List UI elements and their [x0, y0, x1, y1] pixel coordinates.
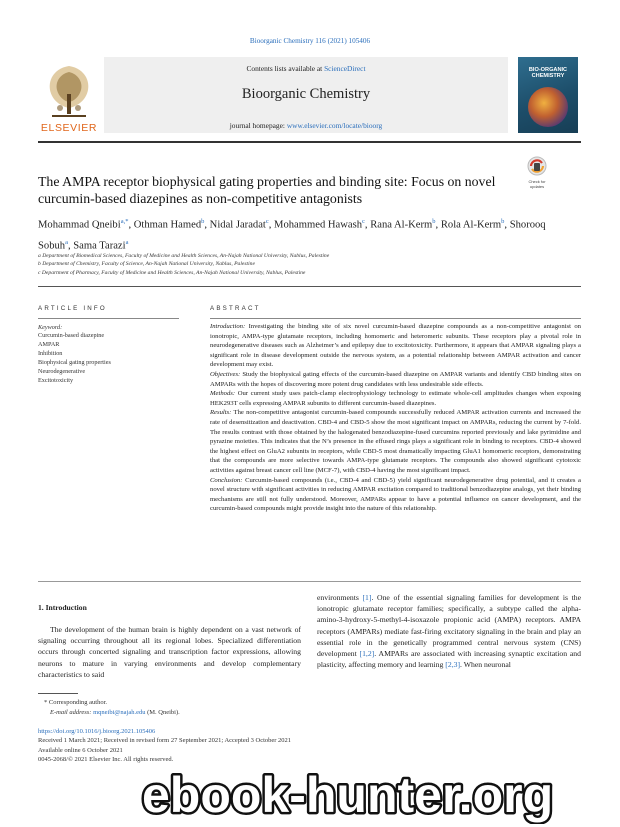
- abstract-section-label: Conclusion:: [210, 476, 243, 484]
- keyword-list: [38, 332, 179, 385]
- sciencedirect-link[interactable]: ScienceDirect: [324, 64, 366, 73]
- title-divider: [38, 286, 581, 287]
- article-title: The AMPA receptor biophysical gating properties and binding site: Focus on novel curcumin-based diazepines as non-competitive antagonists: [38, 174, 496, 206]
- body-text: . AMPARs are associated with increasing synaptic excitation and plasticity, affecting memory and learning: [317, 649, 581, 670]
- keyword-item[interactable]: AMPAR: [38, 340, 60, 348]
- abstract-conclusion: [210, 476, 581, 514]
- author-name: Nidal Jaradat: [209, 219, 266, 231]
- author-affiliation-marker[interactable]: a: [125, 238, 129, 246]
- author-affiliation-marker[interactable]: a: [65, 238, 68, 246]
- homepage-line: [104, 121, 508, 130]
- contents-prefix: Contents lists available at: [246, 64, 325, 73]
- article-info-heading: ARTICLE INFO: [38, 305, 107, 312]
- check-updates-line1: Check for: [528, 179, 546, 184]
- homepage-link[interactable]: www.elsevier.com/locate/bioorg: [286, 121, 383, 130]
- affiliation-c: c Department of Pharmacy, Faculty of Medicine and Health Sciences, An-Najah National University, Nablus, Palestine: [38, 269, 306, 276]
- abstract-section-label: Objectives:: [210, 370, 241, 378]
- cover-title-line2: CHEMISTRY: [531, 73, 565, 79]
- check-updates-line2: updates: [529, 183, 545, 189]
- citation-link[interactable]: [1]: [362, 593, 372, 602]
- footnote-rule: [38, 693, 78, 694]
- abstract-heading: ABSTRACT: [210, 305, 261, 312]
- body-text: . One of the essential signaling families for development is the ionotropic glutamate receptor families; specifically, a subtype called the alpha-amino-3-hydroxy-5-methyl-4-isoxazole propionic acid (AMPA) receptors. AMPA receptors (AMPARs) mediate fast-firing excitatory signaling in the brain and play an essential role in the genetically programmed central nervous system (CNS) development: [317, 593, 581, 659]
- citation-link[interactable]: [1,2]: [359, 649, 375, 659]
- abstract-section-text: Our current study uses patch-clamp electrophysiology technology to estimate whole-cell amplitudes changes when exposing HEK293T cells expressing AMPAR subunits to different curcumin-based diazepines.: [210, 390, 581, 407]
- abstract-section-label: Results:: [210, 409, 232, 417]
- cover-title-line1: BIO-ORGANIC: [528, 67, 568, 73]
- check-for-updates-label[interactable]: [516, 180, 558, 189]
- abstract-section-text: Curcumin-based compounds (i.e., CBD-4 and CBD-5) yield significant neurodegenerative drug potential, and it creates a novel structure with significant activities in reducing AMPAR excitation compared to traditional benzodiazepine analogs, yet their binding mechanisms are still not fully understood. Moreover, AMPARs appear to have a potential influence on cancer development, and the curcumin-based compounds might provide insight into the nature of this relationship.: [210, 476, 581, 513]
- citation-link[interactable]: [2,3]: [445, 660, 461, 670]
- abstract-section-text: The non-competitive antagonist curcumin-based compounds successfully reduced AMPAR activation currents and increased the rate of desensitization and deactivation. CBD-4 and CBD-5 show the most significant impact on AMPARs, reducing the current by 7-fold. The results contrast with those obtained by the halogenated benzodiazepine-fused curcumins reported previously and lake pyrimidine and pyrazine moieties. This indicates that the N’s presence in the effused rings plays a significant role in binding to receptors. CBD-4 showed the highest effect on GluA2 subunits in receptors, while CBD-5 most dramatically impacting GluA1 homomeric receptors, demonstrating that the compounds are more selective towards AMPA-type glutamate receptors. The compounds also showed significant cytotoxic activities against breast cancer cell line (MCF-7), with CBD-4 having the most significant impact.: [210, 409, 581, 474]
- author-name: Mohammad Qneibi: [38, 219, 121, 231]
- article-info-rule: [38, 318, 179, 319]
- author-name: Othman Hamed: [133, 219, 202, 231]
- keyword-item[interactable]: Biophysical gating properties: [38, 358, 111, 366]
- author-name: Mohammed Hawash: [274, 219, 363, 231]
- abstract-introduction: [210, 322, 581, 370]
- header-divider: [38, 141, 581, 143]
- author-affiliation-marker[interactable]: b: [432, 218, 436, 225]
- author-affiliation-marker[interactable]: c: [362, 218, 365, 225]
- email-link[interactable]: mqneibi@najah.edu: [93, 709, 146, 716]
- keyword-item[interactable]: Excitotoxicity: [38, 376, 74, 384]
- keyword-item[interactable]: Neurodegenerative: [38, 367, 86, 375]
- abstract-section-text: Study the biophysical gating effects of the curcumin-based diazepine on AMPAR variants and identify CBD binding sites on AMPARs with the hopes of discovering more potent drug candidates with less undesirable side effects.: [210, 370, 581, 388]
- abstract-divider: [38, 581, 581, 582]
- section-heading-introduction: 1. Introduction: [38, 603, 87, 612]
- author-list: Mohammad Qneibi$^{a,*}$, Othman Hamed$^b$, Nidal Jaradat$^c$, Mohammed Hawash$^c$, Rana Al-Kerm$^b$, Rola Al-Kerm$^b$, Shorooq Sobuh$^a$, Sama Tarazi$^a$: [38, 218, 546, 252]
- copyright-notice: 0045-2068/© 2021 Elsevier Inc. All rights reserved.: [38, 756, 174, 763]
- email-note: [50, 709, 180, 716]
- affiliation-list: [38, 252, 578, 277]
- author-affiliation-marker[interactable]: a,*: [120, 218, 129, 225]
- journal-name: Bioorganic Chemistry: [241, 86, 371, 102]
- contents-line: [104, 64, 508, 73]
- keywords-label: Keyword:: [38, 324, 63, 331]
- abstract-body: [210, 322, 581, 514]
- watermark-logo: [140, 764, 620, 824]
- author-name: Rola Al-Kerm: [440, 219, 502, 231]
- keyword-item[interactable]: Inhibition: [38, 349, 63, 357]
- author-name: Shorooq Sobuh: [38, 219, 546, 252]
- received-dates: Received 1 March 2021; Received in revised form 27 September 2021; Accepted 3 October 2021: [38, 737, 292, 744]
- available-online: Available online 6 October 2021: [38, 747, 123, 754]
- email-suffix: (M. Qneibi).: [145, 709, 180, 716]
- author-affiliation-marker[interactable]: b: [201, 218, 205, 225]
- abstract-results: [210, 408, 581, 475]
- cover-artwork: [528, 87, 568, 127]
- abstract-rule: [210, 318, 581, 319]
- publisher-name: ELSEVIER: [40, 122, 98, 134]
- journal-cover: [518, 57, 578, 133]
- keyword-item[interactable]: Curcumin-based diazepine: [38, 332, 105, 339]
- intro-paragraph-right: [317, 592, 581, 670]
- journal-citation[interactable]: Bioorganic Chemistry 116 (2021) 105406: [249, 37, 371, 45]
- homepage-prefix: journal homepage:: [229, 121, 287, 130]
- author-name: Sama Tarazi: [73, 240, 126, 252]
- author-affiliation-marker[interactable]: b: [501, 218, 505, 225]
- intro-paragraph-left: The development of the human brain is highly dependent on a vast network of signaling occurring throughout all its regional lobes. Specialized differentiation occurs through concerted signaling and transcription factor expressions, allowing neurons to mature in varying environments and develop complementary characteristics to said: [38, 625, 301, 679]
- watermark-text: ebook-hunter.org: [142, 767, 554, 823]
- body-text: . When neuronal: [460, 660, 511, 670]
- affiliation-a: a Department of Biomedical Sciences, Faculty of Medicine and Health Sciences, An-Najah National University, Nablus, Palestine: [38, 253, 330, 259]
- affiliation-b: b Department of Chemistry, Faculty of Science, An-Najah National University, Nablus, Palestine: [38, 261, 255, 268]
- abstract-section-text: Investigating the binding site of six novel curcumin-based diazepine compounds as a non-competitive antagonist on ionotropic, AMPA-type glutamate receptors, including homomeric and heteromeric subunits. These receptors play a pivotal role in neurodegenerative diseases such as Alzheimer’s and epilepsy due to excitotoxicity. Furthermore, it appears that AMPAR signaling plays a significant role in disease development outside the nervous system, as a potential relationship between AMPAR activation and cancer development may exist.: [210, 323, 581, 369]
- doi-link[interactable]: https://doi.org/10.1016/j.bioorg.2021.105406: [38, 728, 156, 735]
- email-label: E-mail address:: [50, 709, 94, 716]
- corresponding-author-note: * Corresponding author.: [44, 699, 108, 706]
- abstract-methods: [210, 389, 581, 408]
- cover-title: [518, 67, 578, 79]
- abstract-objectives: [210, 370, 581, 389]
- abstract-section-label: Methods:: [210, 390, 236, 398]
- author-name: Rana Al-Kerm: [370, 219, 433, 231]
- body-text: environments: [317, 593, 363, 602]
- abstract-section-label: Introduction:: [210, 323, 246, 330]
- author-affiliation-marker[interactable]: c: [265, 218, 269, 225]
